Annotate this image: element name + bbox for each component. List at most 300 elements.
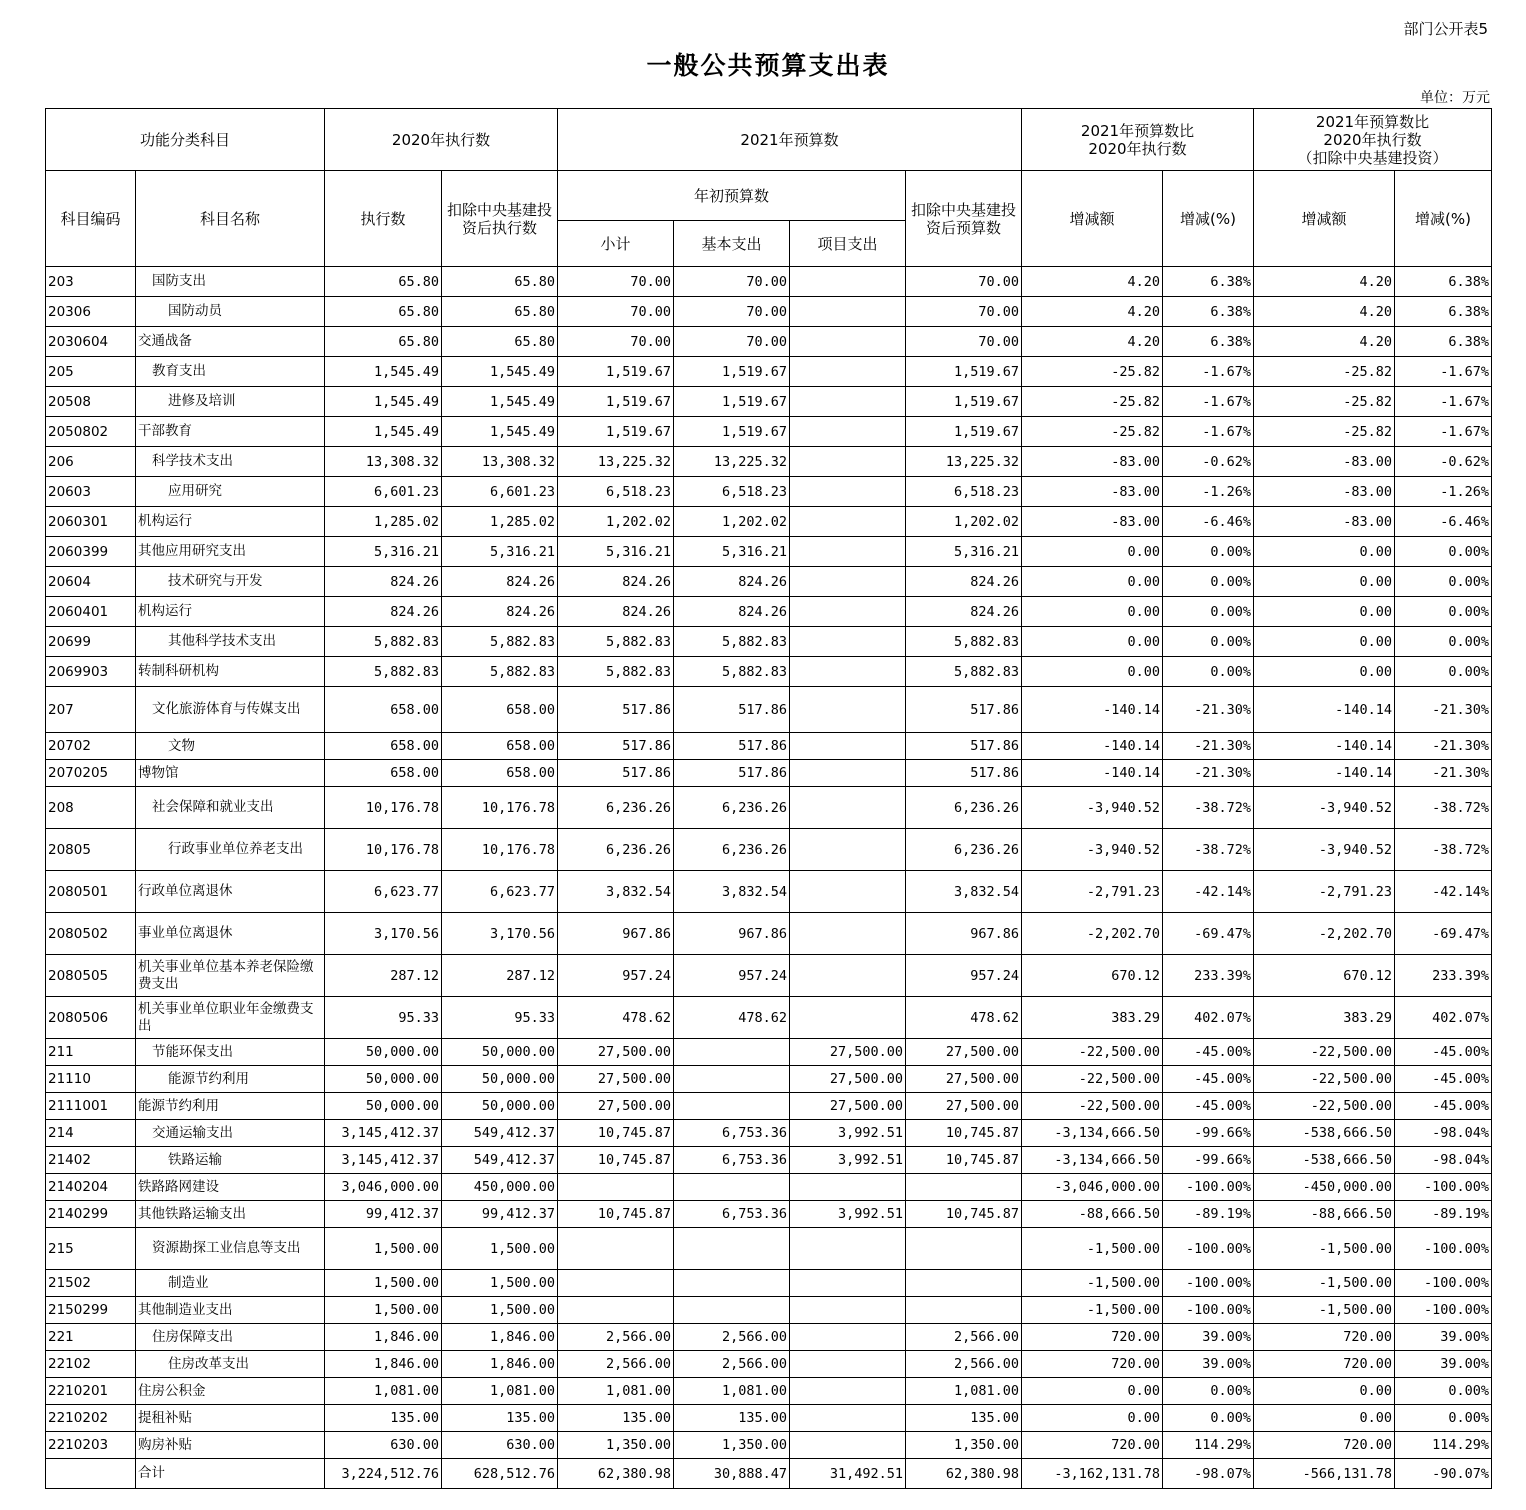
- cell-name: 节能环保支出: [136, 1039, 325, 1066]
- table-row: [46, 787, 1492, 829]
- cell-value: 1,500.00: [325, 1270, 442, 1297]
- cell-value: -21.30%: [1395, 733, 1492, 760]
- cell-value: 10,745.87: [558, 1201, 674, 1228]
- cell-value: 824.26: [558, 567, 674, 597]
- cell-code: 20604: [46, 567, 136, 597]
- cell-code: 2060301: [46, 507, 136, 537]
- cell-value: 39.00%: [1163, 1351, 1254, 1378]
- cell-value: 720.00: [1254, 1351, 1395, 1378]
- table-row: [46, 871, 1492, 913]
- cell-value: 957.24: [674, 955, 790, 997]
- header-exec-excl: 扣除中央基建投资后执行数: [442, 171, 558, 267]
- cell-value: [790, 357, 906, 387]
- cell-value: 50,000.00: [325, 1066, 442, 1093]
- cell-code: 2060401: [46, 597, 136, 627]
- cell-value: -1.67%: [1163, 417, 1254, 447]
- cell-value: 5,316.21: [906, 537, 1022, 567]
- cell-value: [790, 447, 906, 477]
- cell-code: 20306: [46, 297, 136, 327]
- cell-value: -100.00%: [1163, 1297, 1254, 1324]
- cell-value: 0.00%: [1395, 1405, 1492, 1432]
- cell-value: -98.04%: [1395, 1147, 1492, 1174]
- cell-value: [558, 1270, 674, 1297]
- table-row: [46, 357, 1492, 387]
- cell-value: 1,350.00: [558, 1432, 674, 1459]
- cell-value: 39.00%: [1395, 1351, 1492, 1378]
- cell-value: 6.38%: [1395, 267, 1492, 297]
- cell-value: 5,316.21: [442, 537, 558, 567]
- cell-value: [790, 387, 906, 417]
- cell-name: 住房保障支出: [136, 1324, 325, 1351]
- cell-code: 2210203: [46, 1432, 136, 1459]
- cell-value: [674, 1066, 790, 1093]
- cell-value: 3,170.56: [442, 913, 558, 955]
- table-row: [46, 447, 1492, 477]
- cell-value: 0.00%: [1163, 627, 1254, 657]
- cell-value: 824.26: [674, 567, 790, 597]
- cell-value: 0.00: [1254, 657, 1395, 687]
- cell-value: [790, 687, 906, 733]
- cell-value: -6.46%: [1163, 507, 1254, 537]
- cell-value: -140.14: [1022, 760, 1163, 787]
- cell-value: [558, 1228, 674, 1270]
- table-row: [46, 687, 1492, 733]
- cell-value: [790, 997, 906, 1039]
- cell-value: 50,000.00: [325, 1093, 442, 1120]
- cell-value: 99,412.37: [442, 1201, 558, 1228]
- cell-value: 27,500.00: [558, 1039, 674, 1066]
- table-row: [46, 1378, 1492, 1405]
- page-title: 一般公共预算支出表: [646, 51, 890, 80]
- cell-name: 铁路路网建设: [136, 1174, 325, 1201]
- doc-number: 部门公开表5: [1403, 20, 1488, 38]
- cell-value: 957.24: [906, 955, 1022, 997]
- cell-value: -21.30%: [1163, 687, 1254, 733]
- cell-name: 社会保障和就业支出: [136, 787, 325, 829]
- cell-value: 70.00: [674, 267, 790, 297]
- cell-value: -22,500.00: [1022, 1093, 1163, 1120]
- table-row: [46, 507, 1492, 537]
- cell-value: 967.86: [906, 913, 1022, 955]
- cell-value: 1,202.02: [558, 507, 674, 537]
- cell-value: 0.00%: [1395, 1378, 1492, 1405]
- cell-value: 27,500.00: [906, 1066, 1022, 1093]
- cell-value: 114.29%: [1395, 1432, 1492, 1459]
- cell-value: 1,081.00: [558, 1378, 674, 1405]
- cell-value: 0.00: [1022, 1405, 1163, 1432]
- cell-value: 2,566.00: [558, 1324, 674, 1351]
- cell-code: [46, 1459, 136, 1489]
- cell-value: [790, 267, 906, 297]
- table-row: [46, 1405, 1492, 1432]
- cell-value: [674, 1039, 790, 1066]
- cell-value: 6,236.26: [674, 829, 790, 871]
- cell-value: 0.00%: [1163, 567, 1254, 597]
- cell-value: [674, 1174, 790, 1201]
- cell-value: 0.00%: [1395, 657, 1492, 687]
- cell-name: 机构运行: [136, 597, 325, 627]
- cell-value: -2,791.23: [1022, 871, 1163, 913]
- cell-value: 517.86: [558, 760, 674, 787]
- cell-code: 21110: [46, 1066, 136, 1093]
- header-inc-amt2: 增减额: [1254, 171, 1395, 267]
- table-row: [46, 997, 1492, 1039]
- cell-value: -140.14: [1254, 733, 1395, 760]
- cell-value: 10,176.78: [325, 829, 442, 871]
- cell-value: -25.82: [1022, 357, 1163, 387]
- header-subtotal: 小计: [558, 221, 674, 267]
- cell-value: [906, 1270, 1022, 1297]
- cell-code: 2050802: [46, 417, 136, 447]
- cell-value: 6,518.23: [906, 477, 1022, 507]
- cell-name: 住房公积金: [136, 1378, 325, 1405]
- cell-code: 20508: [46, 387, 136, 417]
- cell-value: 517.86: [906, 733, 1022, 760]
- cell-value: 824.26: [558, 597, 674, 627]
- table-row: [46, 1324, 1492, 1351]
- table-row: [46, 1039, 1492, 1066]
- table-row: [46, 1297, 1492, 1324]
- cell-value: 4.20: [1022, 297, 1163, 327]
- cell-value: -83.00: [1022, 507, 1163, 537]
- cell-value: 383.29: [1022, 997, 1163, 1039]
- cell-name: 文化旅游体育与传媒支出: [136, 687, 325, 733]
- cell-value: [790, 537, 906, 567]
- cell-value: 0.00%: [1395, 567, 1492, 597]
- cell-code: 20702: [46, 733, 136, 760]
- cell-name: 购房补贴: [136, 1432, 325, 1459]
- table-row: [46, 1459, 1492, 1489]
- cell-value: 1,519.67: [558, 387, 674, 417]
- cell-value: [790, 955, 906, 997]
- cell-value: 6,601.23: [442, 477, 558, 507]
- cell-value: [790, 1174, 906, 1201]
- cell-value: [790, 327, 906, 357]
- cell-value: 1,519.67: [674, 417, 790, 447]
- cell-value: 1,500.00: [442, 1228, 558, 1270]
- table-row: [46, 1120, 1492, 1147]
- cell-code: 2080506: [46, 997, 136, 1039]
- cell-value: 0.00%: [1163, 657, 1254, 687]
- cell-value: 720.00: [1022, 1432, 1163, 1459]
- cell-value: 3,046,000.00: [325, 1174, 442, 1201]
- cell-value: -22,500.00: [1022, 1039, 1163, 1066]
- cell-code: 2070205: [46, 760, 136, 787]
- cell-value: -6.46%: [1395, 507, 1492, 537]
- table-row: [46, 1270, 1492, 1297]
- cell-name: 行政单位离退休: [136, 871, 325, 913]
- cell-value: 2,566.00: [674, 1324, 790, 1351]
- cell-value: 65.80: [442, 327, 558, 357]
- cell-value: -83.00: [1254, 477, 1395, 507]
- cell-value: 1,519.67: [674, 357, 790, 387]
- cell-value: 1,545.49: [442, 357, 558, 387]
- cell-value: -1,500.00: [1022, 1228, 1163, 1270]
- cell-value: 70.00: [906, 297, 1022, 327]
- cell-value: -1.26%: [1163, 477, 1254, 507]
- cell-value: 27,500.00: [558, 1066, 674, 1093]
- cell-name: 铁路运输: [136, 1147, 325, 1174]
- cell-value: 5,882.83: [442, 627, 558, 657]
- table-row: [46, 477, 1492, 507]
- cell-value: [790, 1297, 906, 1324]
- cell-value: 1,846.00: [325, 1351, 442, 1378]
- cell-value: 383.29: [1254, 997, 1395, 1039]
- cell-value: [790, 1405, 906, 1432]
- cell-value: -2,202.70: [1022, 913, 1163, 955]
- cell-value: -140.14: [1254, 760, 1395, 787]
- cell-name: 技术研究与开发: [136, 567, 325, 597]
- header-func-class: 功能分类科目: [46, 109, 325, 171]
- table-row: [46, 1201, 1492, 1228]
- cell-value: 402.07%: [1395, 997, 1492, 1039]
- cell-value: 1,202.02: [906, 507, 1022, 537]
- cell-code: 2080502: [46, 913, 136, 955]
- cell-code: 20603: [46, 477, 136, 507]
- cell-value: 13,225.32: [674, 447, 790, 477]
- cell-value: 65.80: [325, 327, 442, 357]
- cell-value: 0.00: [1022, 657, 1163, 687]
- cell-name: 干部教育: [136, 417, 325, 447]
- cell-value: 6,518.23: [674, 477, 790, 507]
- cell-code: 2140204: [46, 1174, 136, 1201]
- cell-value: -100.00%: [1395, 1174, 1492, 1201]
- cell-value: -3,940.52: [1022, 787, 1163, 829]
- cell-value: -69.47%: [1395, 913, 1492, 955]
- cell-value: [906, 1174, 1022, 1201]
- cell-value: -99.66%: [1163, 1147, 1254, 1174]
- cell-value: [790, 1432, 906, 1459]
- cell-value: -140.14: [1022, 733, 1163, 760]
- cell-value: -3,134,666.50: [1022, 1120, 1163, 1147]
- cell-value: 824.26: [906, 567, 1022, 597]
- cell-value: [790, 1351, 906, 1378]
- cell-value: -89.19%: [1395, 1201, 1492, 1228]
- cell-name: 其他应用研究支出: [136, 537, 325, 567]
- cell-value: 5,882.83: [674, 627, 790, 657]
- cell-value: 658.00: [442, 760, 558, 787]
- cell-value: 5,882.83: [325, 627, 442, 657]
- cell-value: 6,236.26: [906, 787, 1022, 829]
- cell-name: 国防动员: [136, 297, 325, 327]
- cell-value: 10,176.78: [325, 787, 442, 829]
- cell-value: 95.33: [442, 997, 558, 1039]
- cell-value: 3,832.54: [906, 871, 1022, 913]
- header-code: 科目编码: [46, 171, 136, 267]
- cell-value: -21.30%: [1163, 733, 1254, 760]
- cell-value: [790, 477, 906, 507]
- cell-value: 1,519.67: [906, 357, 1022, 387]
- cell-name: 能源节约利用: [136, 1066, 325, 1093]
- cell-value: 27,500.00: [906, 1093, 1022, 1120]
- cell-value: [558, 1297, 674, 1324]
- cell-value: 628,512.76: [442, 1459, 558, 1489]
- table-row: [46, 297, 1492, 327]
- cell-value: 824.26: [442, 567, 558, 597]
- cell-value: -566,131.78: [1254, 1459, 1395, 1489]
- cell-value: -0.62%: [1163, 447, 1254, 477]
- cell-value: 517.86: [674, 687, 790, 733]
- cell-value: 70.00: [558, 297, 674, 327]
- cell-value: 1,285.02: [442, 507, 558, 537]
- cell-value: 720.00: [1022, 1351, 1163, 1378]
- cell-value: -100.00%: [1395, 1270, 1492, 1297]
- cell-value: 824.26: [442, 597, 558, 627]
- cell-value: [674, 1228, 790, 1270]
- cell-value: 13,225.32: [558, 447, 674, 477]
- cell-value: 30,888.47: [674, 1459, 790, 1489]
- cell-code: 2060399: [46, 537, 136, 567]
- cell-name: 交通战备: [136, 327, 325, 357]
- cell-value: 630.00: [325, 1432, 442, 1459]
- cell-name: 国防支出: [136, 267, 325, 297]
- cell-value: 1,519.67: [558, 357, 674, 387]
- cell-name: 其他科学技术支出: [136, 627, 325, 657]
- cell-value: -1.26%: [1395, 477, 1492, 507]
- table-row: [46, 733, 1492, 760]
- cell-value: 658.00: [442, 687, 558, 733]
- cell-value: 13,225.32: [906, 447, 1022, 477]
- cell-value: -25.82: [1254, 417, 1395, 447]
- cell-value: 670.12: [1022, 955, 1163, 997]
- cell-code: 214: [46, 1120, 136, 1147]
- cell-value: 824.26: [325, 567, 442, 597]
- cell-value: 5,882.83: [558, 657, 674, 687]
- cell-code: 22102: [46, 1351, 136, 1378]
- cell-value: 10,745.87: [906, 1120, 1022, 1147]
- cell-value: 6,236.26: [674, 787, 790, 829]
- cell-value: 114.29%: [1163, 1432, 1254, 1459]
- cell-value: 1,285.02: [325, 507, 442, 537]
- cell-value: 27,500.00: [790, 1039, 906, 1066]
- header-basic: 基本支出: [674, 221, 790, 267]
- cell-value: 5,316.21: [558, 537, 674, 567]
- cell-code: 206: [46, 447, 136, 477]
- cell-value: [674, 1297, 790, 1324]
- cell-value: -3,046,000.00: [1022, 1174, 1163, 1201]
- cell-value: -100.00%: [1163, 1228, 1254, 1270]
- cell-value: 549,412.37: [442, 1147, 558, 1174]
- table-row: [46, 1174, 1492, 1201]
- cell-value: 5,316.21: [674, 537, 790, 567]
- cell-value: [790, 507, 906, 537]
- cell-code: 221: [46, 1324, 136, 1351]
- cell-value: 658.00: [325, 733, 442, 760]
- cell-value: 50,000.00: [442, 1066, 558, 1093]
- cell-value: 65.80: [325, 297, 442, 327]
- cell-value: -1,500.00: [1254, 1228, 1395, 1270]
- cell-value: -45.00%: [1395, 1093, 1492, 1120]
- header-cmp: 2021年预算数比 2020年执行数: [1022, 109, 1254, 171]
- cell-value: 3,145,412.37: [325, 1120, 442, 1147]
- cell-value: -88,666.50: [1022, 1201, 1163, 1228]
- cell-value: 0.00%: [1395, 597, 1492, 627]
- cell-value: 0.00: [1254, 597, 1395, 627]
- cell-value: 720.00: [1254, 1432, 1395, 1459]
- cell-code: 205: [46, 357, 136, 387]
- table-row: [46, 627, 1492, 657]
- cell-value: 2,566.00: [906, 1324, 1022, 1351]
- cell-value: 135.00: [325, 1405, 442, 1432]
- cell-value: 6.38%: [1163, 267, 1254, 297]
- cell-value: -25.82: [1022, 417, 1163, 447]
- cell-value: 0.00: [1022, 567, 1163, 597]
- cell-value: [790, 829, 906, 871]
- cell-value: -22,500.00: [1022, 1066, 1163, 1093]
- cell-value: -38.72%: [1395, 787, 1492, 829]
- cell-value: -2,791.23: [1254, 871, 1395, 913]
- cell-value: 4.20: [1254, 327, 1395, 357]
- cell-value: 0.00%: [1163, 1378, 1254, 1405]
- cell-value: 1,350.00: [674, 1432, 790, 1459]
- cell-value: 670.12: [1254, 955, 1395, 997]
- cell-value: -538,666.50: [1254, 1147, 1395, 1174]
- cell-value: 27,500.00: [558, 1093, 674, 1120]
- cell-value: [906, 1228, 1022, 1270]
- cell-value: -45.00%: [1395, 1039, 1492, 1066]
- cell-value: 1,545.49: [325, 357, 442, 387]
- table-row: [46, 537, 1492, 567]
- cell-value: 0.00: [1022, 597, 1163, 627]
- cell-value: 70.00: [906, 327, 1022, 357]
- table-row: [46, 1066, 1492, 1093]
- cell-code: 215: [46, 1228, 136, 1270]
- cell-value: 10,745.87: [558, 1147, 674, 1174]
- cell-value: [790, 787, 906, 829]
- cell-value: 50,000.00: [442, 1039, 558, 1066]
- cell-value: 1,545.49: [442, 417, 558, 447]
- cell-value: -83.00: [1022, 477, 1163, 507]
- cell-value: 1,545.49: [442, 387, 558, 417]
- cell-value: -38.72%: [1395, 829, 1492, 871]
- cell-value: -38.72%: [1163, 829, 1254, 871]
- table-row: [46, 1351, 1492, 1378]
- cell-name: 应用研究: [136, 477, 325, 507]
- cell-value: 13,308.32: [442, 447, 558, 477]
- cell-value: -3,940.52: [1254, 829, 1395, 871]
- cell-value: 3,992.51: [790, 1201, 906, 1228]
- cell-value: 1,545.49: [325, 387, 442, 417]
- cell-value: 10,176.78: [442, 829, 558, 871]
- cell-value: 5,882.83: [325, 657, 442, 687]
- cell-value: 824.26: [325, 597, 442, 627]
- table-row: [46, 387, 1492, 417]
- cell-value: 0.00: [1254, 537, 1395, 567]
- table-row: [46, 913, 1492, 955]
- cell-name: 机构运行: [136, 507, 325, 537]
- cell-value: 31,492.51: [790, 1459, 906, 1489]
- cell-value: -83.00: [1022, 447, 1163, 477]
- cell-code: 211: [46, 1039, 136, 1066]
- header-cmp-excl: 2021年预算数比 2020年执行数 （扣除中央基建投资）: [1254, 109, 1492, 171]
- cell-value: [790, 913, 906, 955]
- cell-value: 3,170.56: [325, 913, 442, 955]
- cell-value: -88,666.50: [1254, 1201, 1395, 1228]
- cell-value: 478.62: [558, 997, 674, 1039]
- header-inc-pct2: 增减(%): [1395, 171, 1492, 267]
- cell-value: 1,500.00: [442, 1297, 558, 1324]
- cell-value: -89.19%: [1163, 1201, 1254, 1228]
- cell-value: 135.00: [558, 1405, 674, 1432]
- cell-value: 0.00%: [1395, 627, 1492, 657]
- cell-value: -38.72%: [1163, 787, 1254, 829]
- cell-value: 3,145,412.37: [325, 1147, 442, 1174]
- cell-value: 1,081.00: [906, 1378, 1022, 1405]
- cell-code: 2210202: [46, 1405, 136, 1432]
- cell-value: 6.38%: [1395, 297, 1492, 327]
- cell-code: 2150299: [46, 1297, 136, 1324]
- unit-label: 单位：万元: [1420, 90, 1490, 106]
